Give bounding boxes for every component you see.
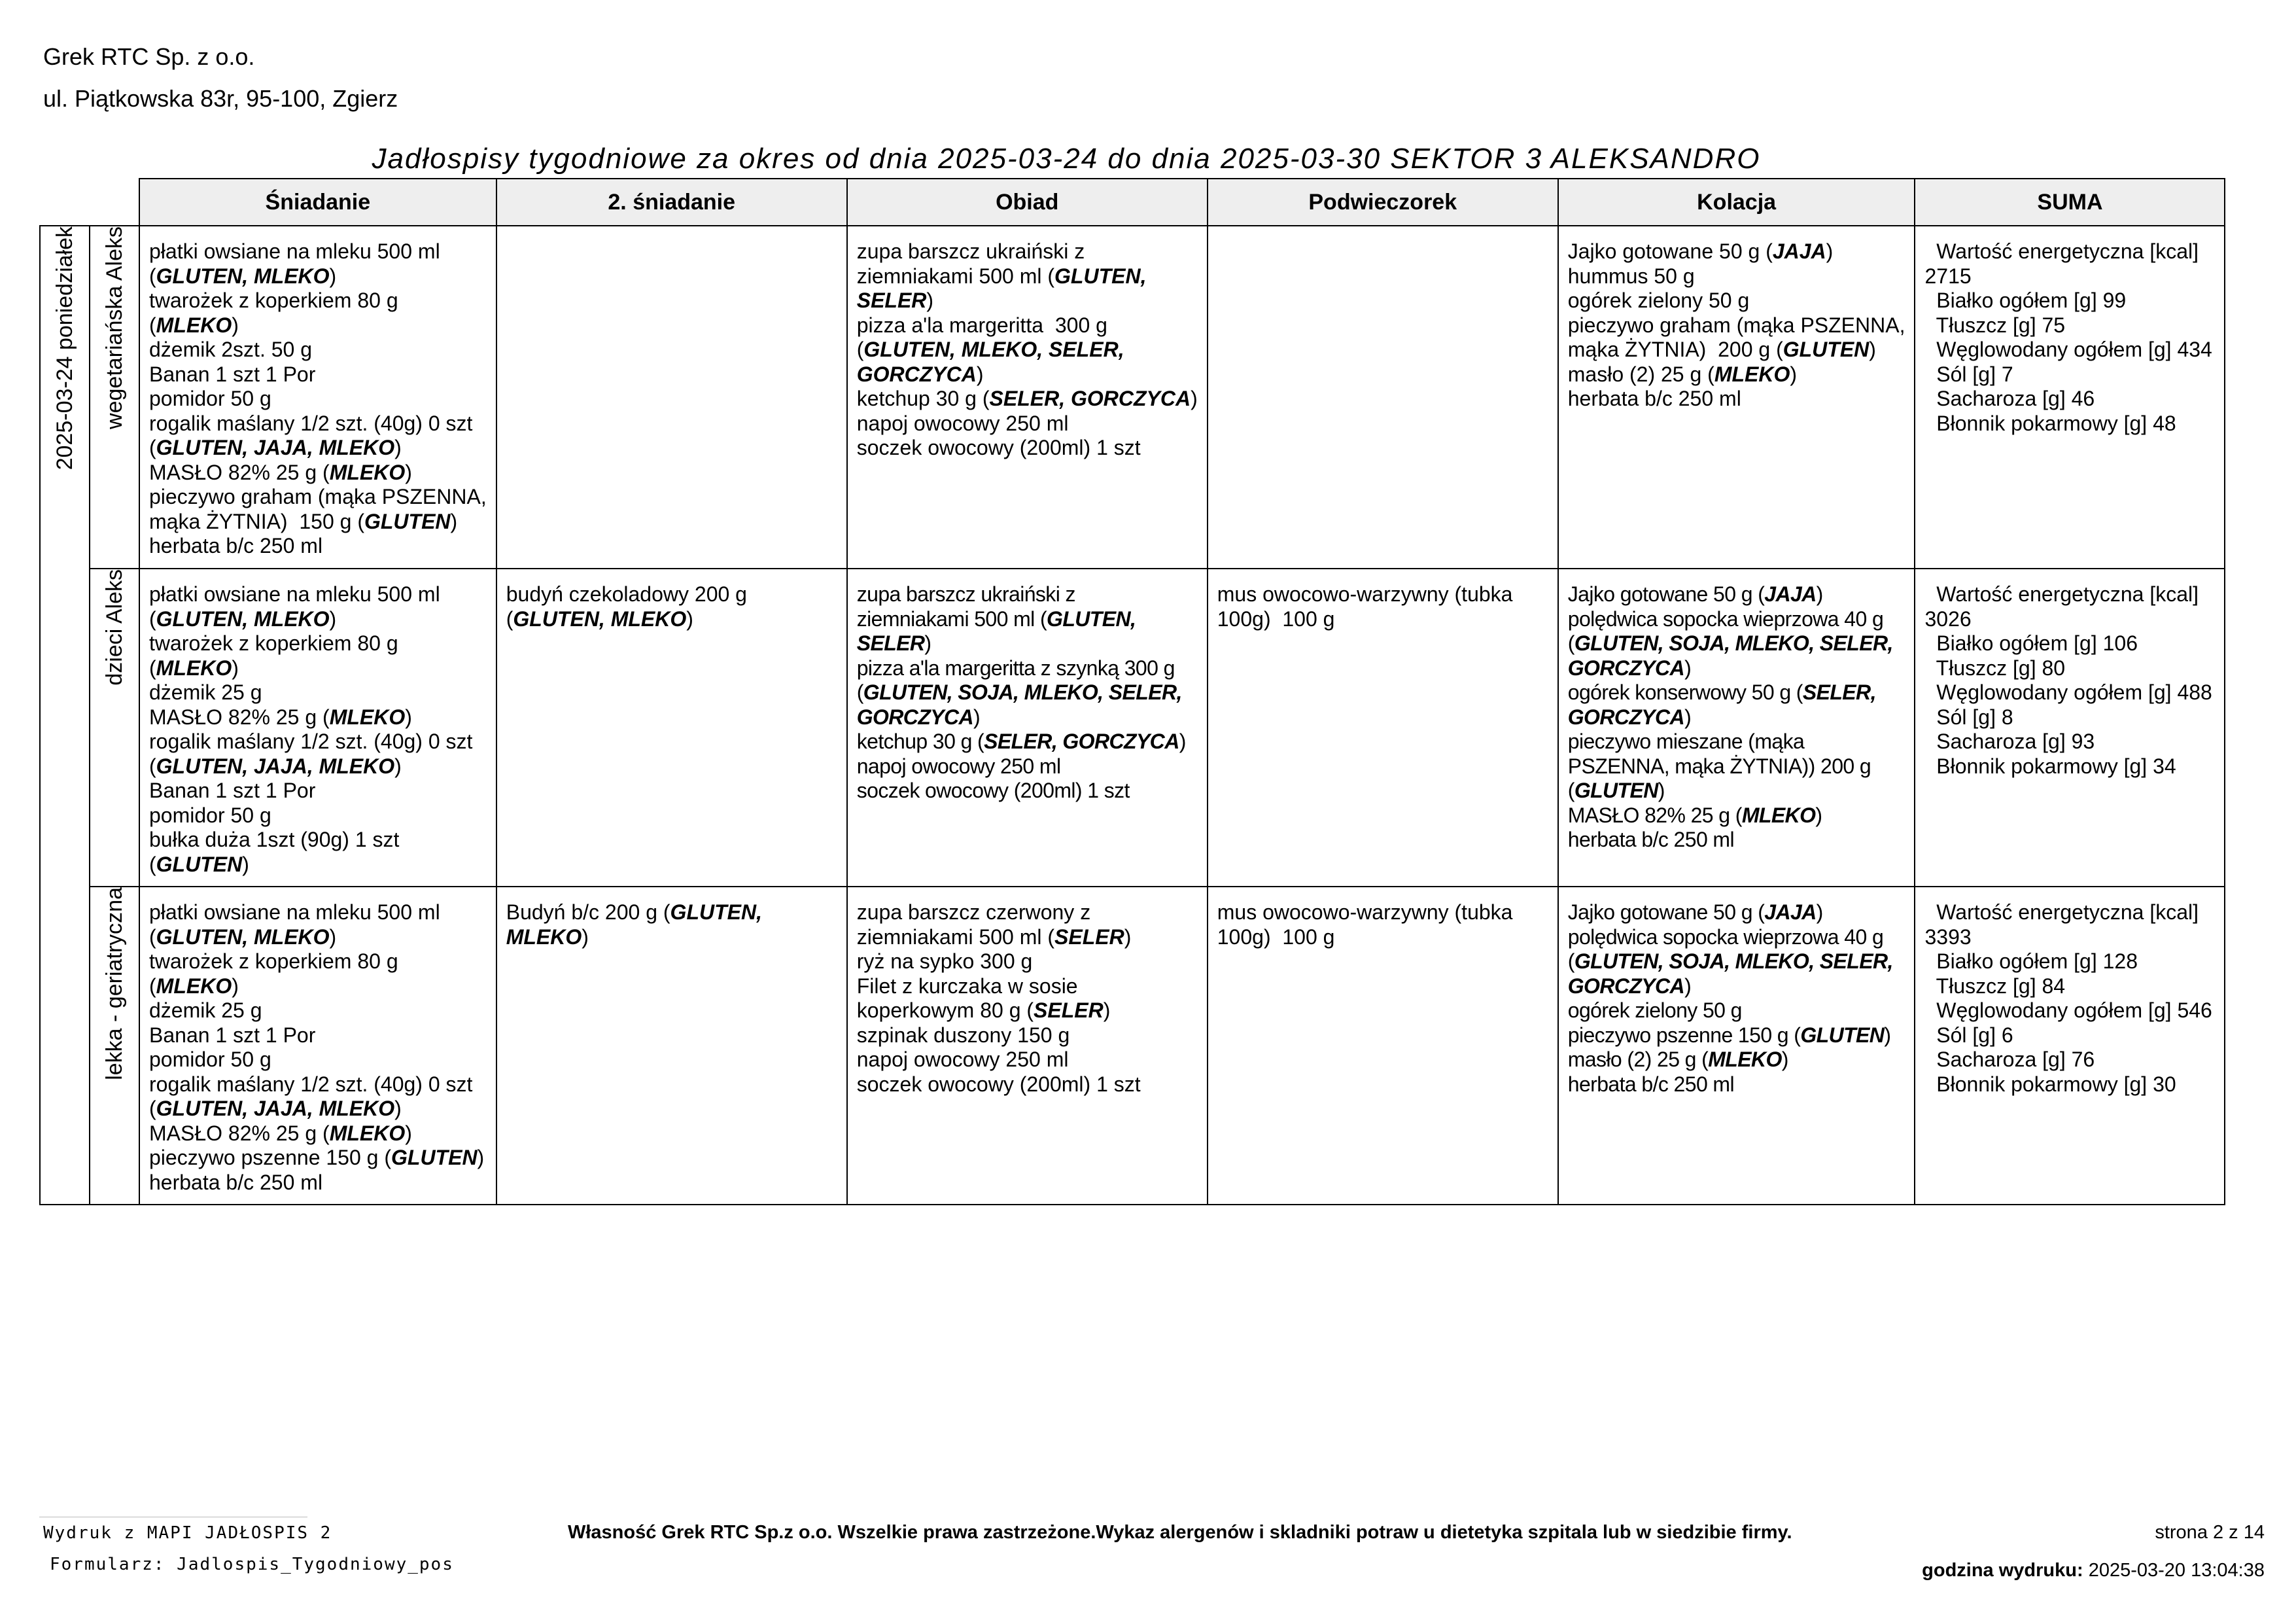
- meal-text: [1208, 569, 1557, 637]
- breakfast-cell: [139, 226, 496, 569]
- text-line: Banan 1 szt 1 Por: [149, 362, 316, 386]
- allergen-tag: GLUTEN, SOJA, MLEKO, SELER,: [863, 680, 1182, 704]
- company-address: ul. Piątkowska 83r, 95-100, Zgierz: [43, 85, 398, 112]
- lunch-cell: [847, 887, 1208, 1205]
- allergen-tag: GLUTEN, MLEKO, SELER,: [863, 338, 1124, 361]
- supper-cell: [1558, 226, 1915, 569]
- nutrition-text: [1915, 226, 2224, 441]
- text-line: Tłuszcz [g] 75: [1924, 313, 2066, 337]
- text-line: mus owocowo-warzywny (tubka: [1217, 900, 1513, 924]
- print-time-value: 2025-03-20 13:04:38: [2088, 1560, 2265, 1581]
- meal-text: [497, 226, 846, 245]
- text-line: zupa barszcz czerwony z: [856, 900, 1091, 924]
- meal-text: [1559, 887, 1915, 1102]
- allergen-tag: MLEKO: [1741, 803, 1816, 827]
- allergen-tag: GLUTEN,: [1054, 264, 1147, 288]
- allergen-tag: MLEKO: [156, 974, 232, 998]
- sum-cell: [1915, 887, 2225, 1205]
- document-title: Jadłospisy tygodniowe za okres od dnia 2025-03-24 do dnia 2025-03-30 SEKTOR 3 ALEKSANDRO: [372, 143, 1761, 175]
- allergen-tag: GLUTEN: [1800, 1023, 1885, 1047]
- text-line: MLEKO): [506, 925, 589, 949]
- text-line: Sól [g] 8: [1924, 705, 2013, 729]
- meal-text: [497, 887, 846, 955]
- text-line: Wartość energetyczna [kcal]: [1924, 900, 2199, 924]
- text-line: (GLUTEN, JAJA, MLEKO): [149, 1097, 402, 1120]
- allergen-tag: SELER,: [1802, 680, 1876, 704]
- column-header-lunch: Obiad: [847, 179, 1208, 226]
- text-line: soczek owocowy (200ml) 1 szt: [856, 436, 1141, 459]
- text-line: płatki owsiane na mleku 500 ml: [149, 900, 440, 924]
- text-line: 3026: [1924, 607, 1972, 631]
- text-line: herbata b/c 250 ml: [149, 1170, 323, 1194]
- text-line: (GLUTEN, SOJA, MLEKO, SELER,: [1567, 949, 1893, 973]
- text-line: (GLUTEN, MLEKO): [506, 607, 693, 631]
- column-header-sum: SUMA: [1915, 179, 2225, 226]
- allergen-tag: GLUTEN, MLEKO: [513, 607, 687, 631]
- text-line: Węglowodany ogółem [g] 546: [1924, 998, 2212, 1022]
- sum-cell: [1915, 569, 2225, 887]
- text-line: Tłuszcz [g] 84: [1924, 974, 2066, 998]
- text-line: Tłuszcz [g] 80: [1924, 656, 2066, 680]
- allergen-tag: SELER: [856, 289, 927, 312]
- allergen-tag: SELER: [856, 631, 925, 655]
- second-breakfast-cell: [496, 569, 847, 887]
- text-line: ogórek zielony 50 g: [1567, 998, 1742, 1022]
- corner-blank: [40, 179, 90, 226]
- text-line: mąka ŻYTNIA) 200 g (GLUTEN): [1567, 338, 1876, 361]
- text-line: SELER): [856, 289, 934, 312]
- text-line: (GLUTEN, MLEKO): [149, 264, 337, 288]
- meal-text: [848, 569, 1207, 809]
- text-line: mus owocowo-warzywny (tubka: [1217, 582, 1513, 606]
- column-header-second-breakfast: 2. śniadanie: [496, 179, 847, 226]
- allergen-tag: MLEKO: [156, 656, 232, 680]
- text-line: pieczywo graham (mąka PSZENNA,: [149, 485, 487, 508]
- text-line: Białko ogółem [g] 99: [1924, 289, 2127, 312]
- meal-text: [1559, 569, 1915, 858]
- text-line: Sacharoza [g] 46: [1924, 387, 2095, 410]
- column-header-supper: Kolacja: [1558, 179, 1915, 226]
- text-line: (GLUTEN, MLEKO): [149, 925, 337, 949]
- allergen-tag: GLUTEN: [364, 509, 451, 533]
- meal-text: [140, 569, 496, 882]
- text-line: ogórek konserwowy 50 g (SELER,: [1567, 680, 1876, 704]
- text-line: GORCZYCA): [856, 362, 984, 386]
- text-line: rogalik maślany 1/2 szt. (40g) 0 szt: [149, 411, 473, 435]
- text-line: MASŁO 82% 25 g (MLEKO): [1567, 803, 1822, 827]
- meal-text: [1208, 226, 1557, 245]
- text-line: zupa barszcz ukraiński z: [856, 582, 1075, 606]
- text-line: twarożek z koperkiem 80 g: [149, 949, 398, 973]
- text-line: Węglowodany ogółem [g] 434: [1924, 338, 2212, 361]
- allergen-tag: GLUTEN: [1574, 779, 1658, 802]
- afternoon-snack-cell: [1208, 569, 1558, 887]
- text-line: ziemniakami 500 ml (GLUTEN,: [856, 607, 1136, 631]
- nutrition-text: [1915, 887, 2224, 1102]
- lunch-cell: [847, 226, 1208, 569]
- column-header-breakfast: Śniadanie: [139, 179, 496, 226]
- text-line: (GLUTEN): [149, 852, 249, 876]
- allergen-tag: GORCZYCA: [1567, 705, 1685, 729]
- allergen-tag: GORCZYCA: [1567, 974, 1685, 998]
- text-line: bułka duża 1szt (90g) 1 szt: [149, 828, 400, 851]
- text-line: soczek owocowy (200ml) 1 szt: [856, 1072, 1141, 1096]
- text-line: napoj owocowy 250 ml: [856, 1048, 1069, 1071]
- text-line: SELER): [856, 631, 931, 655]
- text-line: MASŁO 82% 25 g (MLEKO): [149, 1121, 412, 1145]
- text-line: herbata b/c 250 ml: [149, 534, 323, 557]
- allergen-tag: GLUTEN,: [670, 900, 762, 924]
- text-line: Błonnik pokarmowy [g] 34: [1924, 754, 2176, 778]
- meal-text: [140, 887, 496, 1200]
- allergen-tag: GLUTEN: [391, 1146, 478, 1169]
- diet-label: wegetariańska Aleks: [101, 226, 127, 429]
- diet-cell: [90, 887, 139, 1205]
- meal-text: [1559, 226, 1915, 417]
- footer-form-name: Formularz: Jadlospis_Tygodniowy_pos: [50, 1555, 454, 1574]
- text-line: pieczywo mieszane (mąka: [1567, 730, 1805, 753]
- allergen-tag: SELER: [1054, 925, 1124, 949]
- second-breakfast-cell: [496, 887, 847, 1205]
- allergen-tag: JAJA: [1772, 239, 1826, 263]
- allergen-tag: JAJA: [1764, 582, 1817, 606]
- allergen-tag: GLUTEN, MLEKO: [156, 264, 330, 288]
- text-line: płatki owsiane na mleku 500 ml: [149, 582, 440, 606]
- text-line: płatki owsiane na mleku 500 ml: [149, 239, 440, 263]
- text-line: koperkowym 80 g (SELER): [856, 998, 1111, 1022]
- text-line: zupa barszcz ukraiński z: [856, 239, 1085, 263]
- meal-text: [848, 226, 1207, 466]
- text-line: pieczywo pszenne 150 g (GLUTEN): [1567, 1023, 1891, 1047]
- allergen-tag: SELER: [1034, 998, 1104, 1022]
- text-line: PSZENNA, mąka ŻYTNIA)) 200 g: [1567, 754, 1871, 778]
- text-line: (MLEKO): [149, 656, 239, 680]
- afternoon-snack-cell: [1208, 226, 1558, 569]
- breakfast-cell: [139, 569, 496, 887]
- allergen-tag: SELER, GORCZYCA: [984, 730, 1179, 753]
- text-line: pomidor 50 g: [149, 387, 271, 410]
- text-line: soczek owocowy (200ml) 1 szt: [856, 779, 1130, 802]
- allergen-tag: JAJA: [1764, 900, 1817, 924]
- text-line: pieczywo graham (mąka PSZENNA,: [1567, 313, 1905, 337]
- text-line: Węglowodany ogółem [g] 488: [1924, 680, 2212, 704]
- text-line: ogórek zielony 50 g: [1567, 289, 1750, 312]
- corner-blank: [90, 179, 139, 226]
- text-line: Banan 1 szt 1 Por: [149, 1023, 316, 1047]
- text-line: Filet z kurczaka w sosie: [856, 974, 1078, 998]
- diet-row-vegetarian: [40, 226, 2225, 569]
- text-line: mąka ŻYTNIA) 150 g (GLUTEN): [149, 509, 458, 533]
- page-number: strona 2 z 14: [2155, 1522, 2265, 1543]
- supper-cell: [1558, 569, 1915, 887]
- allergen-tag: GLUTEN, SOJA, MLEKO, SELER,: [1574, 631, 1893, 655]
- diet-label: dzieci Aleks: [101, 569, 127, 686]
- allergen-tag: MLEKO: [506, 925, 582, 949]
- text-line: (MLEKO): [149, 313, 239, 337]
- allergen-tag: GLUTEN: [1783, 338, 1870, 361]
- text-line: (GLUTEN, SOJA, MLEKO, SELER,: [856, 680, 1182, 704]
- text-line: GORCZYCA): [1567, 974, 1692, 998]
- allergen-tag: GLUTEN, JAJA, MLEKO: [156, 754, 395, 778]
- diet-cell: [90, 226, 139, 569]
- text-line: Jajko gotowane 50 g (JAJA): [1567, 582, 1823, 606]
- text-line: Wartość energetyczna [kcal]: [1924, 239, 2199, 263]
- text-line: pieczywo pszenne 150 g (GLUTEN): [149, 1146, 485, 1169]
- text-line: ketchup 30 g (SELER, GORCZYCA): [856, 730, 1186, 753]
- text-line: ziemniakami 500 ml (GLUTEN,: [856, 264, 1147, 288]
- diet-row-children: [40, 569, 2225, 887]
- print-time: [1922, 1560, 2265, 1581]
- text-line: dżemik 25 g: [149, 680, 262, 704]
- text-line: Białko ogółem [g] 128: [1924, 949, 2138, 973]
- text-line: Sól [g] 6: [1924, 1023, 2013, 1047]
- allergen-tag: MLEKO: [329, 460, 406, 484]
- print-time-label: godzina wydruku:: [1922, 1560, 2083, 1581]
- allergen-tag: GLUTEN, JAJA, MLEKO: [156, 1097, 395, 1120]
- text-line: 100g) 100 g: [1217, 607, 1335, 631]
- allergen-tag: MLEKO: [1708, 1048, 1782, 1071]
- text-line: Błonnik pokarmowy [g] 30: [1924, 1072, 2176, 1096]
- text-line: GORCZYCA): [856, 705, 981, 729]
- allergen-tag: GLUTEN,: [1047, 607, 1136, 631]
- text-line: Sól [g] 7: [1924, 362, 2013, 386]
- allergen-tag: GLUTEN, SOJA, MLEKO, SELER,: [1574, 949, 1893, 973]
- text-line: Sacharoza [g] 93: [1924, 730, 2095, 753]
- allergen-tag: GLUTEN, JAJA, MLEKO: [156, 436, 395, 459]
- text-line: rogalik maślany 1/2 szt. (40g) 0 szt: [149, 730, 473, 753]
- diet-label: lekka - geriatryczna: [101, 887, 127, 1080]
- day-label: 2025-03-24 poniedziałek: [52, 226, 77, 470]
- text-line: ketchup 30 g (SELER, GORCZYCA): [856, 387, 1198, 410]
- text-line: Błonnik pokarmowy [g] 48: [1924, 411, 2176, 435]
- allergen-tag: GORCZYCA: [1567, 656, 1685, 680]
- column-header-row: [40, 179, 2225, 226]
- text-line: 100g) 100 g: [1217, 925, 1335, 949]
- text-line: (GLUTEN, JAJA, MLEKO): [149, 436, 402, 459]
- text-line: polędwica sopocka wieprzowa 40 g: [1567, 925, 1884, 949]
- text-line: dżemik 2szt. 50 g: [149, 338, 312, 361]
- text-line: Budyń b/c 200 g (GLUTEN,: [506, 900, 762, 924]
- company-name: Grek RTC Sp. z o.o.: [43, 43, 255, 70]
- lunch-cell: [847, 569, 1208, 887]
- text-line: pizza a'la margeritta z szynką 300 g: [856, 656, 1175, 680]
- footer-rights-notice: Własność Grek RTC Sp.z o.o. Wszelkie prawa zastrzeżone.Wykaz alergenów i skladniki potraw u dietetyka szpitala lub w siedzibie firmy.: [568, 1522, 1792, 1543]
- text-line: 3393: [1924, 925, 1972, 949]
- text-line: (GLUTEN): [1567, 779, 1665, 802]
- text-line: dżemik 25 g: [149, 998, 262, 1022]
- text-line: (GLUTEN, SOJA, MLEKO, SELER,: [1567, 631, 1893, 655]
- text-line: MASŁO 82% 25 g (MLEKO): [149, 460, 412, 484]
- text-line: ryż na sypko 300 g: [856, 949, 1033, 973]
- text-line: herbata b/c 250 ml: [1567, 387, 1741, 410]
- text-line: twarożek z koperkiem 80 g: [149, 631, 398, 655]
- column-header-afternoon-snack: Podwieczorek: [1208, 179, 1558, 226]
- text-line: hummus 50 g: [1567, 264, 1695, 288]
- text-line: pomidor 50 g: [149, 1048, 271, 1071]
- text-line: budyń czekoladowy 200 g: [506, 582, 747, 606]
- text-line: napoj owocowy 250 ml: [856, 754, 1061, 778]
- text-line: Białko ogółem [g] 106: [1924, 631, 2138, 655]
- text-line: (GLUTEN, MLEKO): [149, 607, 337, 631]
- meal-text: [1208, 887, 1557, 955]
- meal-text: [140, 226, 496, 564]
- text-line: Sacharoza [g] 76: [1924, 1048, 2095, 1071]
- sum-cell: [1915, 226, 2225, 569]
- diet-cell: [90, 569, 139, 887]
- second-breakfast-cell: [496, 226, 847, 569]
- text-line: Wartość energetyczna [kcal]: [1924, 582, 2199, 606]
- text-line: GORCZYCA): [1567, 656, 1692, 680]
- text-line: Jajko gotowane 50 g (JAJA): [1567, 239, 1834, 263]
- allergen-tag: MLEKO: [1714, 362, 1790, 386]
- supper-cell: [1558, 887, 1915, 1205]
- allergen-tag: SELER, GORCZYCA: [989, 387, 1191, 410]
- breakfast-cell: [139, 887, 496, 1205]
- diet-row-light-geriatric: [40, 887, 2225, 1205]
- text-line: pizza a'la margeritta 300 g: [856, 313, 1107, 337]
- allergen-tag: MLEKO: [156, 313, 232, 337]
- text-line: pomidor 50 g: [149, 803, 271, 827]
- text-line: masło (2) 25 g (MLEKO): [1567, 1048, 1788, 1071]
- footer-print-source: Wydruk z MAPI JADŁOSPIS 2: [43, 1523, 332, 1543]
- allergen-tag: GORCZYCA: [856, 705, 974, 729]
- text-line: GORCZYCA): [1567, 705, 1692, 729]
- afternoon-snack-cell: [1208, 887, 1558, 1205]
- meal-text: [848, 887, 1207, 1102]
- text-line: napoj owocowy 250 ml: [856, 411, 1069, 435]
- allergen-tag: MLEKO: [329, 1121, 406, 1145]
- text-line: herbata b/c 250 ml: [1567, 1072, 1734, 1096]
- allergen-tag: GLUTEN, MLEKO: [156, 607, 330, 631]
- allergen-tag: MLEKO: [329, 705, 406, 729]
- text-line: Banan 1 szt 1 Por: [149, 779, 316, 802]
- weekly-menu-table: [39, 178, 2225, 1205]
- allergen-tag: GLUTEN, MLEKO: [156, 925, 330, 949]
- allergen-tag: GLUTEN: [156, 852, 243, 876]
- text-line: masło (2) 25 g (MLEKO): [1567, 362, 1798, 386]
- text-line: polędwica sopocka wieprzowa 40 g: [1567, 607, 1884, 631]
- text-line: twarożek z koperkiem 80 g: [149, 289, 398, 312]
- meal-text: [497, 569, 846, 637]
- text-line: ziemniakami 500 ml (SELER): [856, 925, 1132, 949]
- text-line: (GLUTEN, JAJA, MLEKO): [149, 754, 402, 778]
- day-cell: [40, 226, 90, 1205]
- text-line: (MLEKO): [149, 974, 239, 998]
- allergen-tag: GORCZYCA: [856, 362, 977, 386]
- text-line: rogalik maślany 1/2 szt. (40g) 0 szt: [149, 1072, 473, 1096]
- text-line: Jajko gotowane 50 g (JAJA): [1567, 900, 1823, 924]
- text-line: szpinak duszony 150 g: [856, 1023, 1070, 1047]
- text-line: herbata b/c 250 ml: [1567, 828, 1734, 851]
- nutrition-text: [1915, 569, 2224, 784]
- text-line: MASŁO 82% 25 g (MLEKO): [149, 705, 412, 729]
- text-line: (GLUTEN, MLEKO, SELER,: [856, 338, 1124, 361]
- text-line: 2715: [1924, 264, 1972, 288]
